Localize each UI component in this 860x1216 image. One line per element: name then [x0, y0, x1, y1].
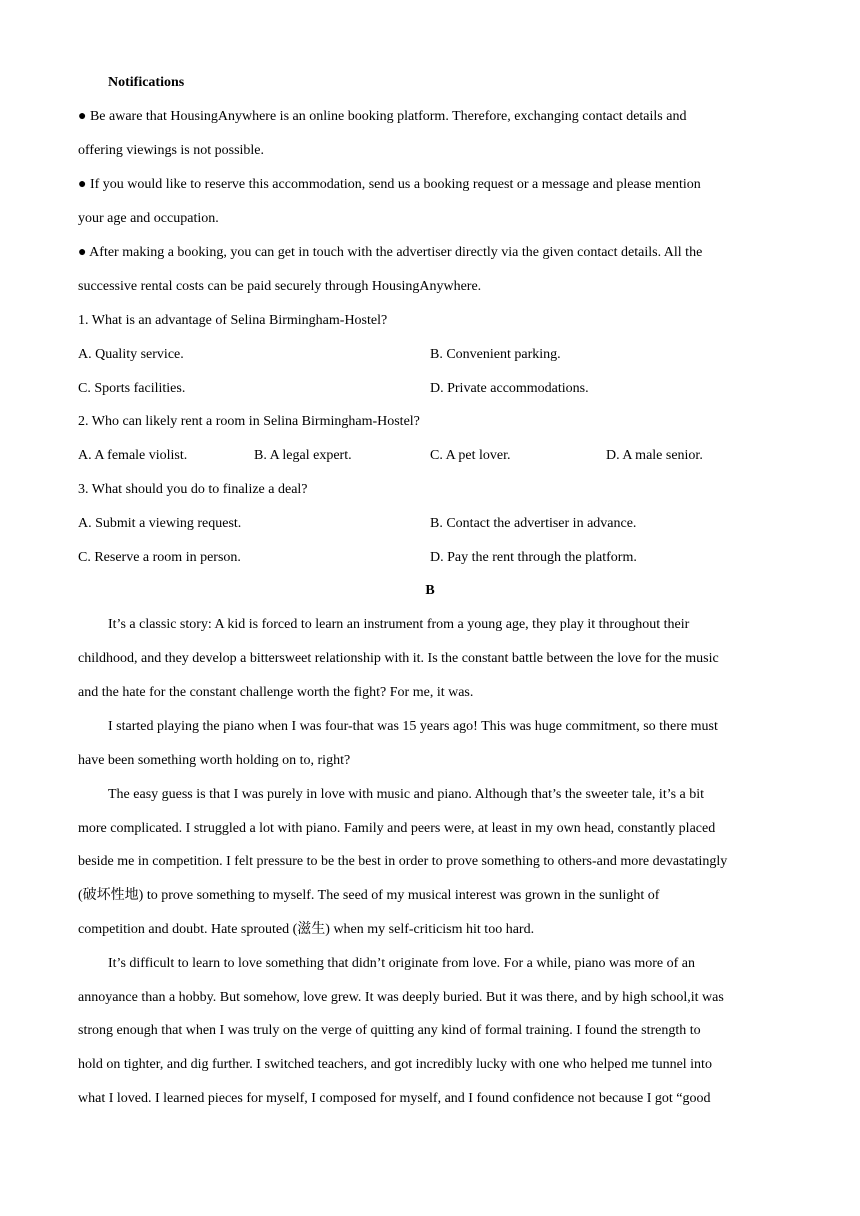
passage-line: It’s a classic story: A kid is forced to learn an instrument from a young age, they play it throughout their	[108, 617, 690, 632]
passage-line: strong enough that when I was truly on the verge of quitting any kind of formal training. I found the strength to	[78, 1023, 701, 1038]
question-3-option-c: C. Reserve a room in person.	[78, 550, 241, 565]
passage-line: and the hate for the constant challenge worth the fight? For me, it was.	[78, 685, 474, 700]
notification-bullet-1-line-1: ● Be aware that HousingAnywhere is an online booking platform. Therefore, exchanging contact details and	[78, 109, 687, 124]
question-3-option-a: A. Submit a viewing request.	[78, 516, 242, 531]
question-2-option-b: B. A legal expert.	[254, 448, 352, 463]
notification-bullet-1-line-2: offering viewings is not possible.	[78, 143, 265, 158]
passage-line: The easy guess is that I was purely in love with music and piano. Although that’s the sweeter tale, it’s a bit	[108, 787, 705, 802]
passage-line: (破坏性地) to prove something to myself. The seed of my musical interest was grown in the sunlight of	[78, 888, 660, 903]
question-3-option-b: B. Contact the advertiser in advance.	[430, 516, 637, 531]
question-1-option-c: C. Sports facilities.	[78, 381, 186, 396]
passage-line: childhood, and they develop a bittersweet relationship with it. Is the constant battle between the love for the music	[78, 651, 719, 666]
passage-line: I started playing the piano when I was four-that was 15 years ago! This was huge commitment, so there must	[108, 719, 718, 734]
passage-line: more complicated. I struggled a lot with piano. Family and peers were, at least in my own head, constantly placed	[78, 821, 716, 836]
passage-line: It’s difficult to learn to love something that didn’t originate from love. For a while, piano was more of an	[108, 956, 695, 971]
question-2-stem: 2. Who can likely rent a room in Selina Birmingham-Hostel?	[78, 414, 420, 429]
notification-bullet-2-line-2: your age and occupation.	[78, 211, 219, 226]
question-1-option-a: A. Quality service.	[78, 347, 184, 362]
notification-bullet-3-line-1: ● After making a booking, you can get in touch with the advertiser directly via the given contact details. All the	[78, 245, 703, 260]
notifications-heading: Notifications	[108, 75, 185, 90]
notification-bullet-2-line-1: ● If you would like to reserve this accommodation, send us a booking request or a message and please mention	[78, 177, 701, 192]
passage-line: beside me in competition. I felt pressure to be the best in order to prove something to others-and more devastatingly	[78, 854, 728, 869]
passage-line: competition and doubt. Hate sprouted (滋生) when my self-criticism hit too hard.	[78, 922, 535, 937]
passage-line: have been something worth holding on to, right?	[78, 753, 351, 768]
question-3-stem: 3. What should you do to finalize a deal?	[78, 482, 308, 497]
section-b-title: B	[425, 583, 435, 598]
passage-line: annoyance than a hobby. But somehow, love grew. It was deeply buried. But it was there, and by high school,it was	[78, 990, 724, 1005]
notification-bullet-3-line-2: successive rental costs can be paid securely through HousingAnywhere.	[78, 279, 482, 294]
question-1-option-b: B. Convenient parking.	[430, 347, 561, 362]
question-3-option-d: D. Pay the rent through the platform.	[430, 550, 637, 565]
question-2-option-d: D. A male senior.	[606, 448, 703, 463]
question-1-stem: 1. What is an advantage of Selina Birmingham-Hostel?	[78, 313, 388, 328]
question-2-option-c: C. A pet lover.	[430, 448, 511, 463]
question-2-option-a: A. A female violist.	[78, 448, 188, 463]
passage-line: hold on tighter, and dig further. I switched teachers, and got incredibly lucky with one who helped me tunnel into	[78, 1057, 712, 1072]
question-1-option-d: D. Private accommodations.	[430, 381, 589, 396]
passage-line: what I loved. I learned pieces for myself, I composed for myself, and I found confidence not because I got “good	[78, 1091, 711, 1106]
